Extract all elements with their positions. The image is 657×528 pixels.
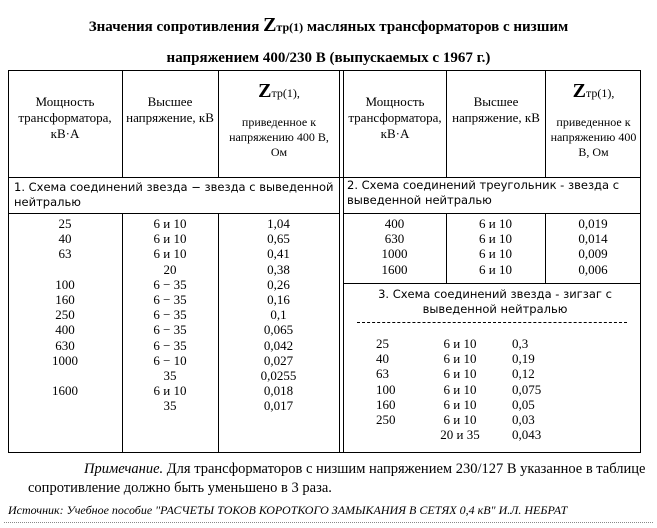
table-cell: 250 (376, 411, 396, 427)
table2-voltage-col (446, 216, 545, 277)
table-cell: 0,03 (512, 411, 535, 427)
table-cell: 160 (376, 396, 396, 412)
table-cell: 6 и 10 (479, 261, 512, 277)
table-cell: 1000 (52, 352, 78, 368)
table-cell: 0,1 (270, 307, 287, 323)
table-cell: 6 − 35 (153, 276, 187, 292)
header-power: Мощность трансформатора, кВ·А (18, 94, 112, 141)
table-cell: 1000 (381, 246, 408, 262)
section-2-title: 2. Схема соединений треугольник - звезда с выведенной нейтралью (347, 178, 620, 207)
table-cell: 0,017 (263, 398, 294, 414)
table3-voltage-col (428, 336, 492, 442)
table-cell: 400 (384, 216, 405, 231)
table-cell: 35 (163, 367, 177, 383)
table-cell: 0,043 (512, 427, 542, 443)
table-cell: 0,018 (263, 383, 294, 399)
table-cell: 6 − 35 (153, 322, 187, 338)
table-cell: 0,006 (578, 261, 608, 277)
table-cell: 0,019 (578, 216, 608, 231)
table-cell (376, 427, 426, 442)
table-cell: 6 и 10 (153, 246, 187, 262)
table-cell: 40 (58, 231, 72, 247)
title-line-2: напряжением 400/230 В (выпускаемых с 1967 г.) (166, 50, 491, 66)
table-cell: 0,65 (267, 231, 290, 247)
table-cell: 6 и 10 (153, 383, 187, 399)
header-z-right: Zтр(1), приведенное к напряжению 400 В, Ом (550, 80, 637, 159)
table-cell: 0,16 (267, 291, 290, 307)
table-cell: 6 и 10 (479, 216, 512, 231)
table-cell: 0,014 (578, 231, 608, 247)
section-1-title: 1. Схема соединений звезда − звезда с выведенной нейтралью (14, 180, 334, 209)
table-cell (8, 368, 122, 383)
table-cell: 6 и 10 (479, 231, 512, 247)
table-cell: 250 (55, 307, 75, 323)
header-power-right: Мощность трансформатора, кВ·А (348, 94, 442, 141)
header-high-voltage: Высшее напряжение, кВ (126, 94, 214, 125)
table-cell: 63 (376, 366, 389, 382)
table-cell: 6 и 10 (443, 366, 477, 382)
table-cell (8, 262, 122, 277)
table-cell: 400 (55, 322, 75, 338)
table-cell: 6 и 10 (443, 351, 477, 367)
hdr-col-line (218, 70, 219, 177)
table-cell: 1,04 (267, 216, 290, 231)
hdr-col-line (122, 70, 123, 177)
table-cell: 63 (58, 246, 72, 262)
table-cell: 6 − 10 (153, 352, 187, 368)
note (28, 460, 648, 498)
table-cell: 25 (58, 216, 72, 231)
table-cell: 0,027 (263, 352, 294, 368)
table-cell: 0,042 (263, 337, 294, 353)
table1-voltage-col (122, 216, 218, 413)
table-cell: 20 (163, 261, 177, 277)
source-rule (4, 522, 653, 524)
source-citation: Источник: Учебное пособие "РАСЧЕТЫ ТОКОВ КОРОТКОГО ЗАМЫКАНИЯ В СЕТЯХ 0,4 кВ" И.Л. НЕБРАТ (8, 503, 568, 517)
table-cell: 0,41 (267, 246, 290, 262)
table-cell: 6 − 35 (153, 291, 187, 307)
table1-power-col (8, 216, 122, 413)
table-cell: 0,26 (267, 276, 290, 292)
title-line-1: Значения сопротивления Zтр(1) масляных трансформаторов с низшим (88, 14, 569, 36)
table-cell (8, 398, 122, 413)
table-cell: 6 − 35 (153, 337, 187, 353)
table-cell: 1600 (381, 261, 408, 277)
table-cell: 0,05 (512, 396, 535, 412)
note-label: Примечание. (84, 461, 164, 477)
table-cell: 35 (163, 398, 177, 414)
table3-z-col (512, 336, 572, 442)
hdr-col-line (446, 70, 447, 177)
table-divider-left (339, 70, 340, 453)
table-cell: 6 и 10 (443, 396, 477, 412)
table-cell: 25 (376, 336, 389, 351)
table-cell: 6 и 10 (443, 381, 477, 397)
section-3-separator (357, 322, 627, 323)
table-cell: 0,12 (512, 366, 535, 382)
table-cell: 6 и 10 (153, 231, 187, 247)
header-z: Zтр(1), приведенное к напряжению 400 В, Ом (229, 80, 329, 159)
table-cell: 0,065 (263, 322, 294, 338)
table-cell: 630 (55, 337, 75, 353)
section-3-title: 3. Схема соединений звезда - зигзаг с выведенной нейтралью (378, 287, 612, 316)
table-cell: 0,38 (267, 261, 290, 277)
table2-z-col (545, 216, 641, 277)
table-cell: 6 и 10 (443, 411, 477, 427)
table-cell: 100 (376, 381, 396, 397)
table2-power-col (343, 216, 446, 277)
table-cell: 100 (55, 276, 75, 292)
table-cell: 0,0255 (260, 367, 297, 383)
table-cell: 630 (384, 231, 405, 247)
table-cell: 160 (55, 291, 75, 307)
section1-rule (8, 213, 339, 214)
table-cell: 1600 (52, 383, 78, 399)
table-cell: 6 и 10 (479, 246, 512, 262)
table-cell: 6 и 10 (153, 216, 187, 231)
hdr-col-line (545, 70, 546, 177)
table-cell: 6 и 10 (443, 336, 477, 351)
section2-rule (343, 213, 641, 214)
table3-power-col (376, 336, 426, 442)
table-cell: 20 и 35 (440, 427, 480, 443)
table-cell: 0,19 (512, 351, 535, 367)
header-high-voltage-right: Высшее напряжение, кВ (452, 94, 540, 125)
table2-bottom-rule (343, 283, 641, 284)
table1-z-col (218, 216, 339, 413)
table-cell: 0,075 (512, 381, 542, 397)
note-text: Для трансформаторов с низшим напряжением 230/127 В указанное в таблице сопротивление должно быть уменьшено в 3 раза. (28, 461, 646, 496)
table-cell: 0,009 (578, 246, 608, 262)
table-cell: 40 (376, 351, 389, 367)
table-cell: 0,3 (512, 336, 529, 351)
table-cell: 6 − 35 (153, 307, 187, 323)
